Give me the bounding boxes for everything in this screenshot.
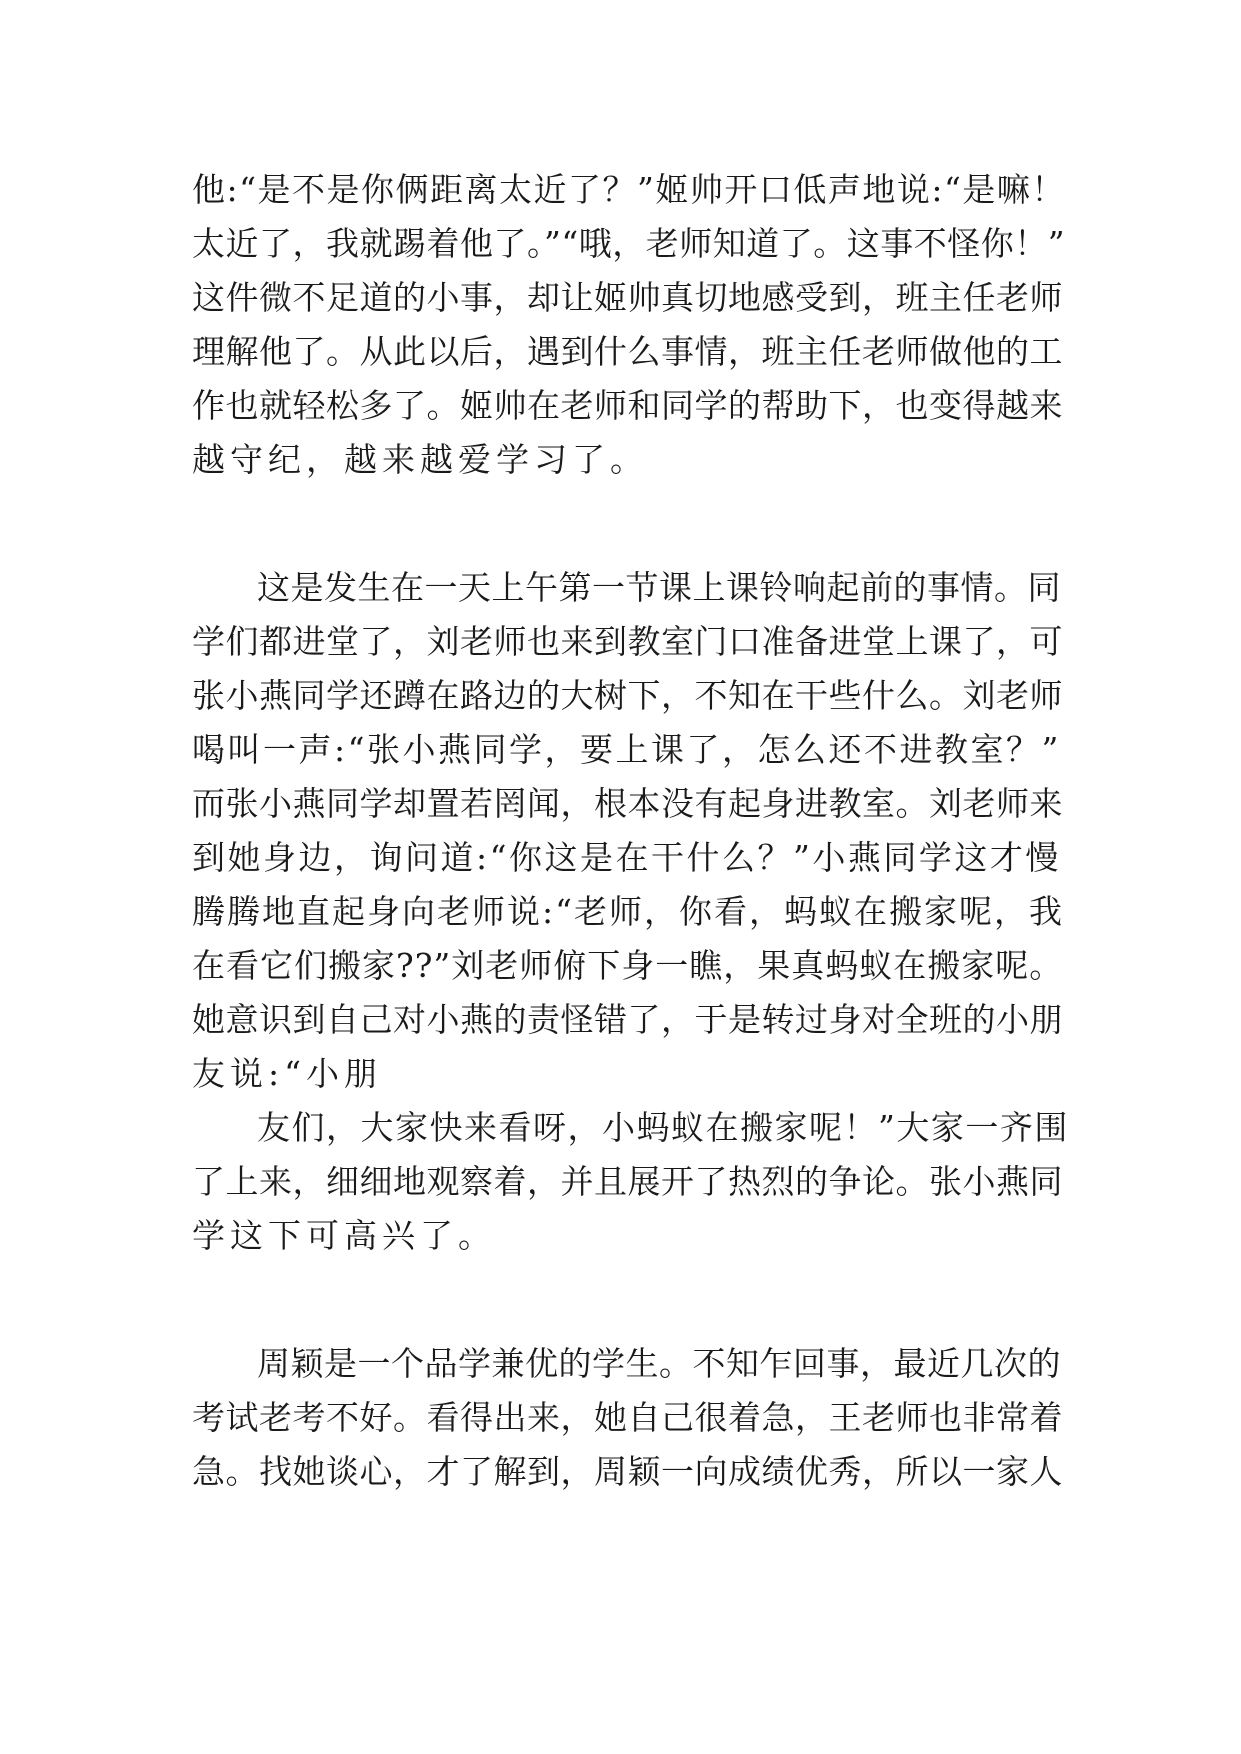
text-line: 友说:“小朋	[192, 1054, 382, 1093]
text-line: 张小燕同学还蹲在路边的大树下，不知在干些什么。刘老师	[192, 676, 1063, 715]
text-line: 周颖是一个品学兼优的学生。不知乍回事，最近几次的	[257, 1344, 1061, 1383]
text-line: 而张小燕同学却置若罔闻，根本没有起身进教室。刘老师来	[192, 784, 1063, 823]
text-line: 考试老考不好。看得出来，她自己很着急，王老师也非常着	[192, 1398, 1063, 1437]
text-line: 理解他了。从此以后，遇到什么事情，班主任老师做他的工	[192, 332, 1063, 371]
text-line: 在看它们搬家??”刘老师俯下身一瞧，果真蚂蚁在搬家呢。	[192, 946, 1064, 985]
text-line: 学这下可高兴了。	[192, 1216, 496, 1255]
text-line: 作也就轻松多了。姬帅在老师和同学的帮助下，也变得越来	[192, 386, 1063, 425]
text-line: 学们都进堂了，刘老师也来到教室门口准备进堂上课了，可	[192, 622, 1063, 661]
text-line: 了上来，细细地观察着，并且展开了热烈的争论。张小燕同	[192, 1162, 1063, 1201]
text-line: 友们，大家快来看呀，小蚂蚁在搬家呢！”大家一齐围	[257, 1108, 1069, 1147]
text-line: 喝叫一声:“张小燕同学，要上课了，怎么还不进教室？”	[192, 730, 1061, 769]
text-line: 到她身边，询问道:“你这是在干什么？”小燕同学这才慢	[192, 838, 1061, 877]
text-line: 这是发生在一天上午第一节课上课铃响起前的事情。同	[257, 568, 1061, 607]
text-line: 他:“是不是你俩距离太近了？”姬帅开口低声地说:“是嘛！	[192, 170, 1066, 209]
text-line: 腾腾地直起身向老师说:“老师，你看，蚂蚁在搬家呢，我	[192, 892, 1064, 931]
text-line: 这件微不足道的小事，却让姬帅真切地感受到，班主任老师	[192, 278, 1063, 317]
text-line: 太近了，我就踢着他了。”“哦，老师知道了。这事不怪你！”	[192, 224, 1066, 263]
text-line: 急。找她谈心，才了解到，周颖一向成绩优秀，所以一家人	[192, 1452, 1063, 1491]
text-line: 越守纪，越来越爱学习了。	[192, 440, 648, 479]
text-line: 她意识到自己对小燕的责怪错了，于是转过身对全班的小朋	[192, 1000, 1063, 1039]
